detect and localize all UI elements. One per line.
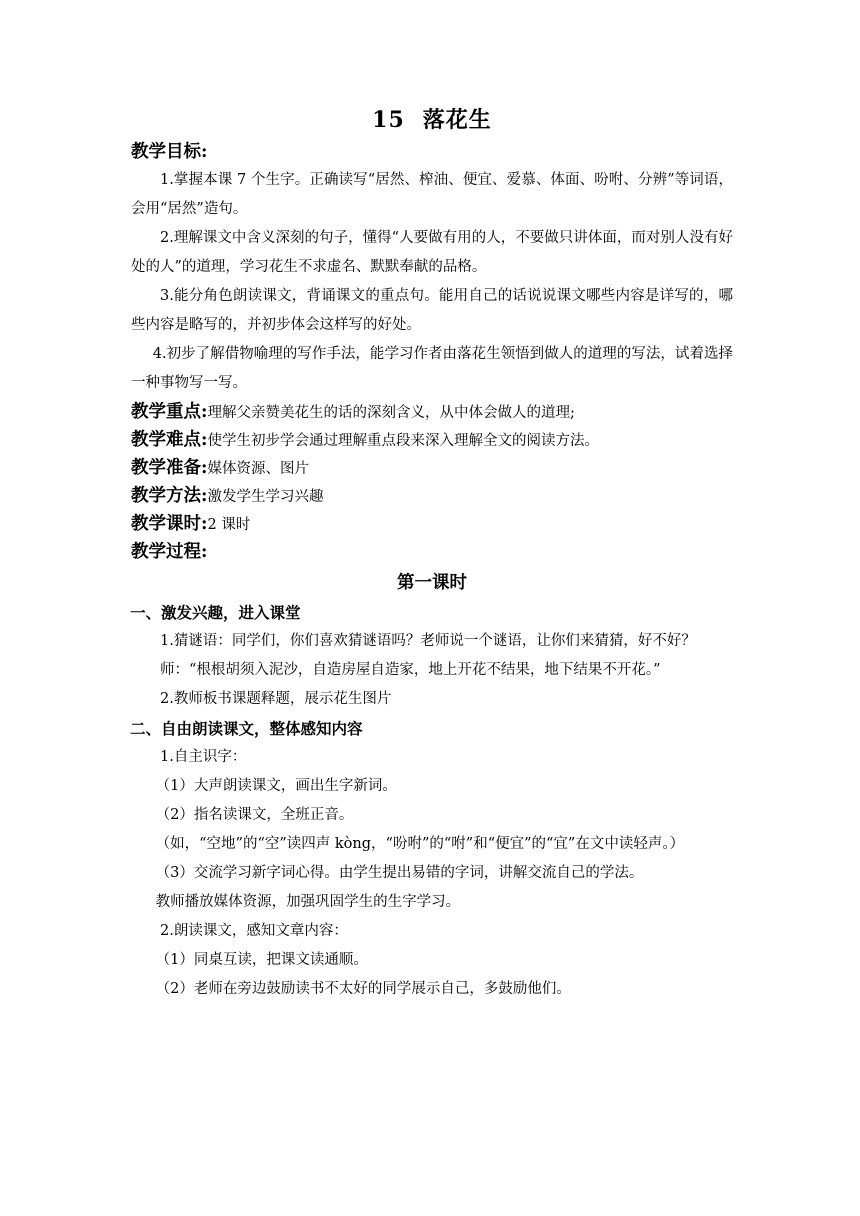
section2-p7: 2.朗读课文，感知文章内容： [160,923,348,939]
section2-p4: （如，“空地”的“空”读四声 kòng，“吩咐”的“咐”和“便宜”的“宜”在文中读轻声。） [155,836,685,852]
prep-label: 教学准备: [131,458,208,478]
hours-value: 2 课时 [207,517,251,533]
section1-p1: 1.猜谜语：同学们，你们喜欢猜谜语吗？老师说一个谜语，让你们来猜猜，好不好？ [160,633,696,649]
focus-label: 教学重点: [131,402,208,422]
section1-heading: 一、激发兴趣，进入课堂 [130,603,301,622]
focus-value: 理解父亲赞美花生的话的深刻含义，从中体会做人的道理; [207,405,575,421]
process-heading: 教学过程: [131,542,208,562]
section2-p1: 1.自主识字： [160,749,247,765]
objective-item-3: 3.能分角色朗读课文，背诵课文的重点句。能用自己的话说说课文哪些内容是详写的，哪些内容是略写的，并初步体会这样写的好处。 [131,288,733,333]
difficulty-value: 使学生初步学会通过理解重点段来深入理解全文的阅读方法。 [207,433,599,449]
objectives-heading: 教学目标: [131,142,208,162]
prep-row [131,454,733,482]
section2-p6: 教师播放媒体资源，加强巩固学生的生字学习。 [155,894,461,910]
difficulty-label: 教学难点: [131,430,208,450]
prep-value: 媒体资源、图片 [207,461,309,477]
section2-p3: （2）指名读课文，全班正音。 [155,807,354,823]
objective-item-2: 2.理解课文中含义深刻的句子，懂得“人要做有用的人，不要做只讲体面，而对别人没有好处的人”的道理，学习花生不求虚名、默默奉献的品格。 [131,230,733,275]
method-label: 教学方法: [131,486,208,506]
focus-row [131,398,733,426]
lesson-number: 15 [372,107,405,133]
section2-p5: （3）交流学习新字词心得。由学生提出易错的字词，讲解交流自己的学法。 [155,865,644,881]
objective-item-4: 4.初步了解借物喻理的写作手法，能学习作者由落花生领悟到做人的道理的写法，试着选择一种事物写一写。 [131,346,733,391]
lesson1-title: 第一课时 [397,573,467,593]
method-row [131,482,733,510]
document-title [131,102,733,138]
section1-p3: 2.教师板书课题释题，展示花生图片 [160,691,392,707]
objective-item-1: 1.掌握本课 7 个生字。正确读写“居然、榨油、便宜、爱慕、体面、吩咐、分辨”等词语，会用“居然”造句。 [131,172,733,217]
section2-p9: （2）老师在旁边鼓励读书不太好的同学展示自己，多鼓励他们。 [155,981,571,997]
difficulty-row [131,426,733,454]
hours-label: 教学课时: [131,514,208,534]
section2-p8: （1）同桌互读，把课文读通顺。 [155,952,368,968]
hours-row [131,510,733,538]
section2-p2: （1）大声朗读课文，画出生字新词。 [155,778,397,794]
lesson-title: 落花生 [422,107,492,133]
section1-p2: 师：“根根胡须入泥沙，自造房屋自造家，地上开花不结果，地下结果不开花。” [160,662,661,678]
document-page [131,102,733,1004]
method-value: 激发学生学习兴趣 [207,489,324,505]
section2-heading: 二、自由朗读课文，整体感知内容 [130,719,363,738]
